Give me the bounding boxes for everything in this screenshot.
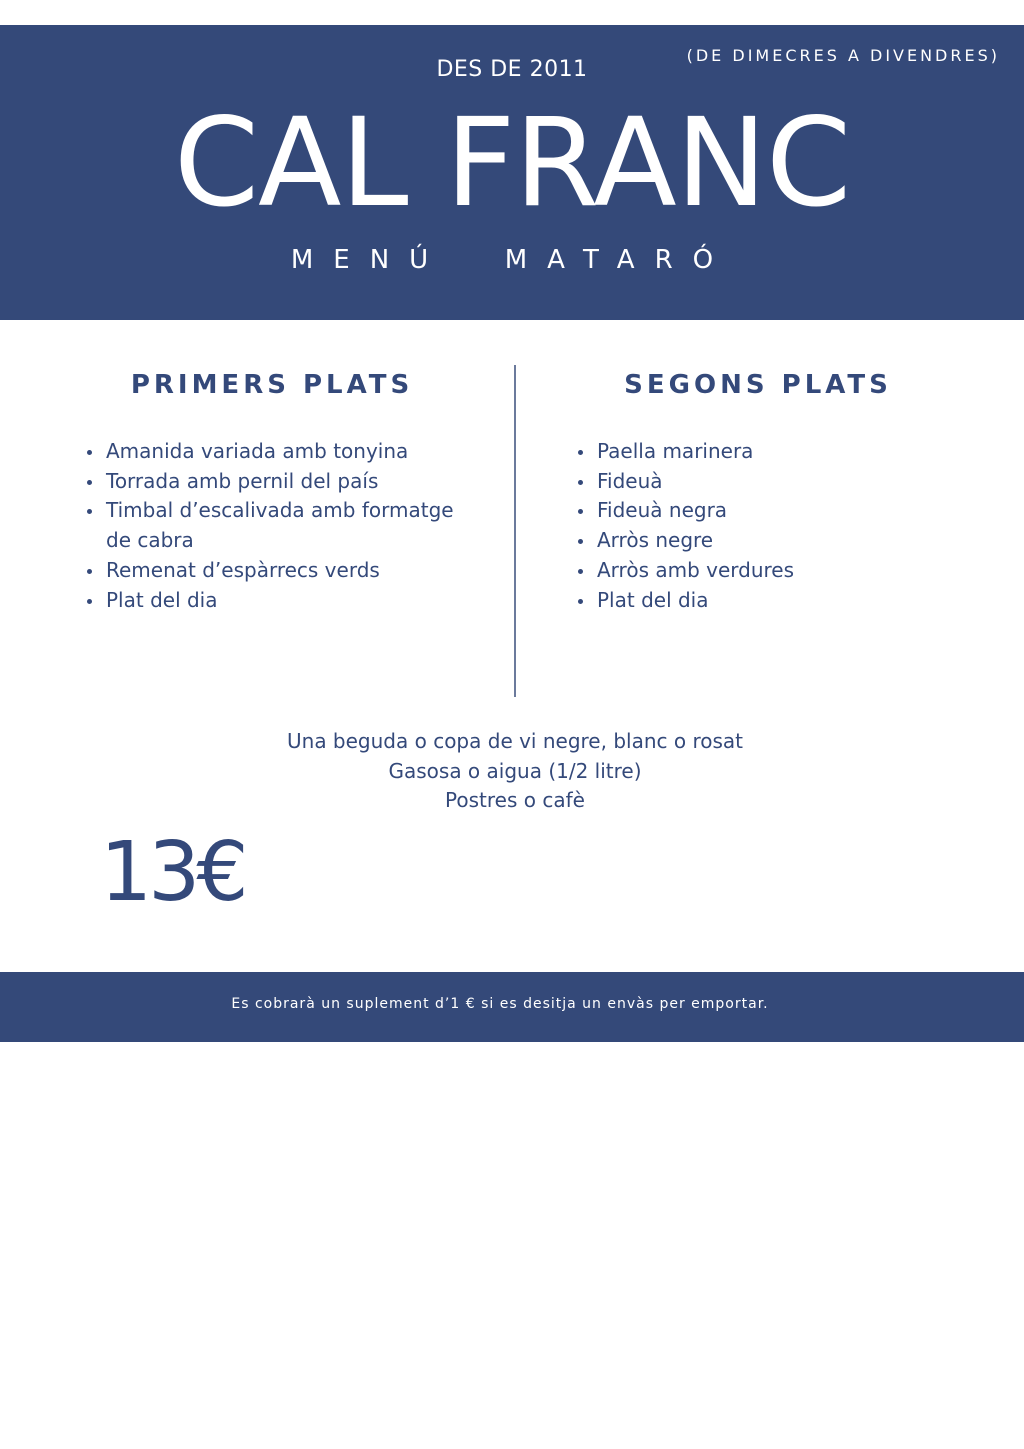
header-banner: [0, 25, 1024, 320]
list-item: Torrada amb pernil del país: [84, 467, 484, 497]
list-item: Fideuà: [575, 467, 975, 497]
second-courses-heading: SEGONS PLATS: [624, 370, 892, 400]
list-item: Remenat d’espàrrecs verds: [84, 556, 484, 586]
drink-line: Una beguda o copa de vi negre, blanc o rosat: [287, 729, 743, 753]
menu-subtitle: MENÚ MATARÓ: [290, 245, 734, 275]
days-label: (DE DIMECRES A DIVENDRES): [686, 46, 1000, 65]
menu-price: 13€: [100, 825, 245, 920]
list-item: Arròs amb verdures: [575, 556, 975, 586]
included-extras: [0, 727, 1024, 816]
list-item: Paella marinera: [575, 437, 975, 467]
list-item: Timbal d’escalivada amb formatge de cabra: [84, 496, 484, 555]
list-item: Arròs negre: [575, 526, 975, 556]
list-item: Plat del dia: [575, 586, 975, 616]
water-line: Gasosa o aigua (1/2 litre): [388, 758, 642, 783]
since-label: DES DE 2011: [436, 57, 588, 82]
list-item: Plat del dia: [84, 586, 484, 616]
list-item: Fideuà negra: [575, 496, 975, 526]
list-item: Amanida variada amb tonyina: [84, 437, 484, 467]
first-courses-heading: PRIMERS PLATS: [130, 370, 414, 400]
footer-banner: [0, 972, 1024, 1042]
restaurant-name: CAL FRANC: [173, 92, 851, 234]
second-courses-list: [575, 437, 975, 615]
column-divider: [514, 365, 516, 697]
dessert-line: Postres o cafè: [445, 788, 585, 813]
takeaway-note: Es cobrarà un suplement d’1 € si es desitja un envàs per emportar.: [231, 996, 769, 1012]
first-courses-list: [84, 437, 484, 615]
